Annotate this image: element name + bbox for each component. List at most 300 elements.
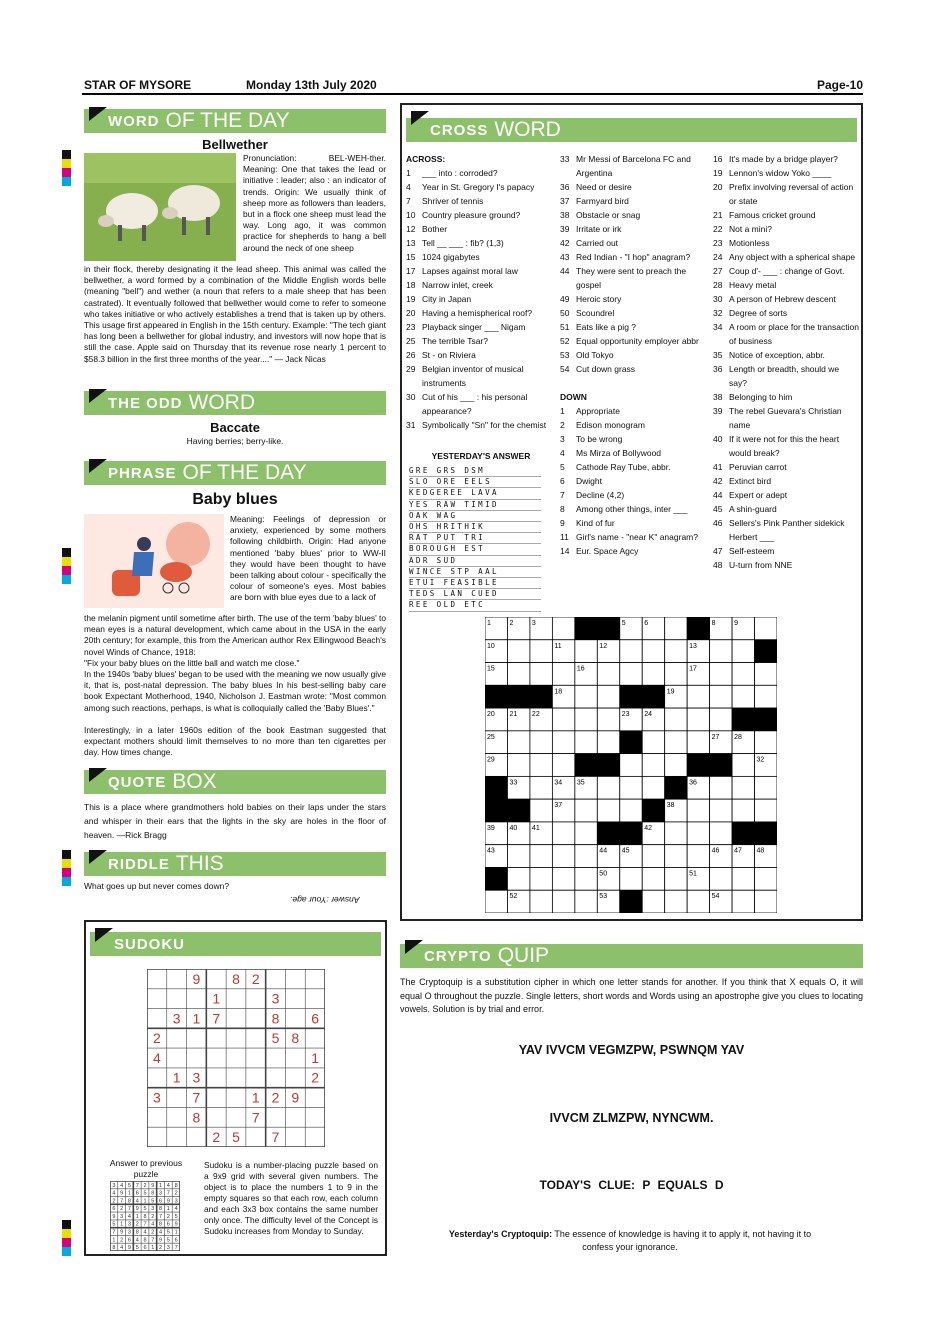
clue-item [406,166,556,180]
clue-number: 11 [560,532,569,542]
crossword-cell [687,890,709,913]
clue-text: They were sent to preach the gospel [576,266,687,290]
crossword-cell-number: 37 [554,802,563,810]
crossword-cell [732,685,754,708]
yesterday-row: WINCE STP AAL [409,567,541,578]
clue-item [560,460,710,474]
clue-item [406,334,556,348]
clue-number: 47 [713,546,723,556]
sudoku-digit: 8 [127,1198,131,1205]
sudoku-digit: 2 [166,1213,170,1220]
crossword-cell [732,754,754,777]
clue-text: St - on Riviera [422,350,476,360]
sudoku-digit: 9 [291,1089,300,1106]
clue-item [406,278,556,292]
crossword-cell-number: 48 [756,847,765,855]
riddle-answer: Answer :Your age. [290,895,360,905]
crossword-cell [575,731,597,754]
crossword-cell [732,799,754,822]
sudoku-digit: 1 [192,1010,201,1027]
cryptoquip-line-1: YAV IVVCM VEGMZPW, PSWNQM YAV [518,1043,745,1057]
sudoku-digit: 6 [143,1245,147,1251]
yesterday-row: TEDS LAN CUED [409,589,541,600]
crossword-cell-number: 14 [756,642,765,650]
clue-text: Lennon's widow Yoko ____ [729,168,832,178]
clue-text: Narrow inlet, creek [422,280,493,290]
crossword-cell [485,685,507,708]
crossword-cell-number: 20 [487,711,495,719]
clue-item [713,404,859,432]
crossword-cell [507,867,529,890]
crossword-cell [665,890,687,913]
crossword-cell-number: 26 [621,733,630,741]
sudoku-digit: 3 [166,1245,170,1251]
clue-number: 34 [713,322,723,332]
crossword-cell-number: 31 [711,756,720,764]
sudoku-digit: 4 [174,1206,178,1213]
crossword-cell [575,845,597,868]
clue-item [560,264,710,292]
clue-number: 6 [560,476,565,486]
crossword-cell-number: 51 [689,870,697,878]
crossword-cell [755,617,777,640]
crossword-cell [575,640,597,663]
crossword-cell [620,776,642,799]
header-rule [82,93,863,95]
crossword-cell [552,663,574,686]
clue-number: 33 [560,154,570,164]
crossword-cell [687,685,709,708]
crossword-cell [687,845,709,868]
clue-item [560,432,710,446]
clue-text: Famous cricket ground [729,210,816,220]
clue-item [406,208,556,222]
clue-item [560,306,710,320]
clue-item [560,348,710,362]
crossword-cell [530,731,552,754]
clue-text: Eur. Space Agcy [576,546,639,556]
crossword-cell-number: 2 [509,620,514,627]
clue-number: 7 [560,490,565,500]
sudoku-digit: 7 [212,1010,221,1027]
sudoku-digit: 2 [159,1245,163,1251]
sudoku-digit: 3 [192,1069,201,1086]
sudoku-digit: 9 [192,970,201,987]
crossword-cell-number: 53 [599,893,608,901]
sudoku-digit: 3 [112,1182,116,1189]
crossword-cell [642,845,664,868]
clue-number: 5 [560,462,565,472]
sudoku-digit: 2 [143,1182,147,1189]
sudoku-digit: 6 [127,1237,131,1244]
issue-date: Monday 13th July 2020 [246,78,377,92]
clue-text: Mr Messi of Barcelona FC and Argentina [576,154,691,178]
crossword-cell [575,890,597,913]
clue-number: 30 [406,392,416,402]
clue-text: Cut down grass [576,364,636,374]
clue-text: Extinct bird [729,476,772,486]
clue-item [713,292,859,306]
clue-text: Self-esteem [729,546,775,556]
clue-item [406,362,556,390]
clue-number: 9 [560,518,565,528]
cryptoquip-yesterday [440,1228,820,1254]
clue-number: 39 [560,224,570,234]
crossword-cell-number: 33 [509,779,518,787]
crossword-cell-number: 44 [599,847,608,855]
sudoku-grid[interactable] [147,969,325,1147]
clue-item [560,418,710,432]
crossword-cell [687,799,709,822]
clue-number: 10 [406,210,416,220]
crossword-cell-number: 29 [487,756,495,764]
crossword-cell-number: 13 [689,642,697,650]
crossword-cell [530,867,552,890]
sudoku-digit: 2 [151,1229,155,1236]
crossword-cell-number: 38 [666,802,675,810]
clue-text: Irritate or irk [576,224,622,234]
crossword-cell [507,754,529,777]
phrase-title: Baby blues [192,491,278,508]
sudoku-digit: 9 [135,1206,139,1213]
sudoku-digit: 5 [174,1213,178,1220]
clue-text: Lapses against moral law [422,266,518,276]
clue-text: The rebel Guevara's Christian name [729,406,842,430]
clue-item [713,460,859,474]
crossword-cell [485,776,507,799]
corner-marker-icon [405,940,423,954]
color-mark [62,1220,71,1256]
clue-text: Equal opportunity employer abbr [576,336,699,346]
clue-item [560,292,710,306]
crossword-cell-number: 8 [711,620,716,627]
clue-number: 44 [560,266,570,276]
clue-item [713,558,859,572]
clue-item [406,236,556,250]
crossword-cell-number: 7 [689,620,694,627]
crossword-cell [710,708,732,731]
sudoku-digit: 7 [143,1221,147,1228]
crossword-cell [710,776,732,799]
crossword-cell [620,822,642,845]
clue-item [560,488,710,502]
crossword-cell [710,663,732,686]
clue-number: 36 [560,182,570,192]
sudoku-digit: 3 [152,1089,161,1106]
quote-band: QUOTE BOX [84,770,386,794]
clue-number: 4 [560,448,565,458]
crossword-cell [485,890,507,913]
sudoku-digit: 2 [311,1069,320,1086]
yesterday-row: ETUI FEASIBLE [409,578,541,589]
clue-text: Among other things, inter ___ [576,504,688,514]
clue-text: City in Japan [422,294,472,304]
crossword-cell [575,799,597,822]
clue-text: Cathode Ray Tube, abbr. [576,462,671,472]
sudoku-digit: 3 [151,1206,155,1213]
crossword-cell [732,822,754,845]
sudoku-digit: 7 [271,1129,280,1146]
clue-item [713,250,859,264]
down-heading: DOWN [560,392,587,402]
sudoku-digit: 8 [174,1182,178,1189]
crossword-cell-number: 19 [666,688,675,696]
clue-item [713,348,859,362]
crossword-cell-number: 49 [487,870,495,878]
clue-number: 49 [560,294,570,304]
sudoku-digit: 3 [127,1221,131,1228]
crossword-cell-number: 39 [487,824,495,832]
crossword-cell [530,776,552,799]
crossword-cell [597,685,619,708]
sudoku-digit: 3 [159,1190,163,1197]
crossword-cell [755,799,777,822]
crossword-cell [642,663,664,686]
crossword-cell [755,685,777,708]
corner-marker-icon [89,768,107,782]
quote-text: This is a place where grandmothers hold babies on their laps under the stars and whisper in their ears that the lights in the sky are holes in the floor of heaven. —Rick Bragg [84,802,386,840]
clue-text: A room or place for the transaction of business [729,322,859,346]
clue-text: Girl's name - "near K" anagram? [576,532,698,542]
clue-item [406,222,556,236]
sudoku-digit: 1 [143,1198,147,1205]
sudoku-digit: 6 [311,1010,320,1027]
clue-text: Peruvian carrot [729,462,787,472]
crossword-cell [620,640,642,663]
sudoku-digit: 1 [251,1089,260,1106]
sudoku-digit: 4 [112,1190,116,1197]
clue-item [560,152,710,180]
color-mark [62,150,71,186]
crossword-cell-number: 17 [689,665,697,673]
sudoku-digit: 5 [112,1221,116,1228]
yesterday-text: The essence of knowledge is having it to apply it, not having it to confess your ignorance. [554,1229,812,1252]
clue-item [560,320,710,334]
crossword-cell [530,754,552,777]
clue-number: 24 [713,252,723,262]
crossword-cell [507,663,529,686]
clue-number: 42 [560,238,570,248]
clue-text: Old Tokyo [576,350,614,360]
cryptoquip-line-2: IVVCM ZLMZPW, NYNCWM. [549,1111,714,1125]
clue-text: It's made by a bridge player? [729,154,838,164]
yesterday-row: GRE GRS DSM [409,466,541,477]
clue-text: Heroic story [576,294,622,304]
clue-item [713,362,859,390]
page-number: Page-10 [816,78,863,92]
sudoku-digit: 5 [127,1182,131,1189]
crossword-cell [642,799,664,822]
clue-text: The terrible Tsar? [422,336,488,346]
crossword-cell [687,754,709,777]
clue-text: Sellers's Pink Panther sidekick Herbert ___ [729,518,845,542]
yesterday-row: BOROUGH EST [409,544,541,555]
crossword-cell-number: 41 [531,824,540,832]
sudoku-digit: 1 [135,1213,139,1220]
clue-item [713,236,859,250]
clue-item [560,502,710,516]
crossword-cell [665,754,687,777]
odd-word-band: THE ODD WORD [84,391,386,415]
yesterday-row: SLO ORE EELS [409,477,541,488]
crossword-cell [597,776,619,799]
sudoku-digit: 4 [127,1213,131,1220]
sudoku-digit: 2 [212,1129,221,1146]
yesterday-row: KEDGEREE LAVA [409,488,541,499]
sudoku-digit: 2 [151,1213,155,1220]
crossword-cell-number: 34 [554,779,563,787]
clue-text: Coup d'- ___ : change of Govt. [729,266,845,276]
clue-item [560,180,710,194]
clue-number: 45 [713,504,723,514]
sudoku-digit: 5 [143,1206,147,1213]
color-mark [62,850,71,886]
clue-number: 19 [406,294,416,304]
sudoku-digit: 6 [112,1206,116,1213]
clue-item [560,446,710,460]
clue-number: 42 [713,476,723,486]
sudoku-digit: 8 [151,1190,155,1197]
clue-number: 12 [406,224,416,234]
clue-item [560,544,710,558]
clue-number: 36 [713,364,723,374]
crossword-cell [530,685,552,708]
crossword-cell [732,663,754,686]
crossword-cell [620,754,642,777]
crossword-cell [507,731,529,754]
clue-text: ___ into : corroded? [422,168,498,178]
crossword-cell-number: 12 [599,642,608,650]
clue-item [713,180,859,208]
clue-number: 25 [406,336,416,346]
crossword-cell [732,867,754,890]
clue-number: 28 [713,280,723,290]
clue-text: 1024 gigabytes [422,252,480,262]
crossword-cell-number: 35 [576,779,585,787]
sudoku-digit: 9 [120,1229,124,1236]
crossword-cell-number: 22 [531,711,540,719]
clue-number: 41 [713,462,723,472]
crossword-cell [710,799,732,822]
crossword-cell-number: 15 [487,665,495,673]
yesterday-answer-title: YESTERDAY'S ANSWER [431,451,531,461]
clue-item [713,488,859,502]
sudoku-digit: 2 [120,1206,124,1213]
clue-item [406,390,556,418]
crossword-cell [552,822,574,845]
crossword-cell [507,640,529,663]
yesterday-row: OHS HRITHIK [409,522,541,533]
clue-number: 20 [406,308,416,318]
crossword-cell [710,822,732,845]
sudoku-digit: 4 [159,1229,163,1236]
crossword-cell [642,867,664,890]
clues-column-3 [713,152,859,572]
crossword-cell-number: 3 [531,620,536,627]
crossword-cell [732,776,754,799]
sudoku-digit: 5 [166,1237,170,1244]
crossword-cell [687,708,709,731]
cryptoquip-intro: The Cryptoquip is a substitution cipher in which one letter stands for another. If you think that X equals O, it will equal O throughout the puzzle. Single letters, short words and Words using an apostrophe give you clues to locating vowels. Solution is by trial and error. [400,977,863,1014]
crossword-cell-number: 36 [689,779,697,787]
clue-text: Symbolically "Sn" for the chemist [422,420,547,430]
cryptoquip-clue: TODAY'S CLUE: P EQUALS D [539,1178,724,1192]
sudoku-digit: 2 [271,1089,280,1106]
crossword-cell-number: 30 [599,756,608,764]
crossword-cell-number: 1 [487,620,491,627]
sudoku-digit: 6 [159,1198,163,1205]
crossword-cell [507,799,529,822]
word-of-day-text-2: in their flock, thereby designating it the lead sheep. This animal was called the bellwether, a word formed by a combination of the Middle English words belle (meaning "bell") and wether (a noun that refers to a male sheep that has been castrated). It eventually followed that bellwether would come to refer to someone who takes initiative or who actively establishes a trend that is taken up by others. This usage first appeared in English in the 15th century. Example: "The tech giant has long been a bellwether for global industry, and investors will now hope that is still the case. Apple said on Thursday that its revenue rose nearly 1 percent to $58.3 billion in the first three months of the year...." — Jack Nicas [84,264,386,364]
clue-text: Motionless [729,238,770,248]
crossword-cell [642,685,664,708]
crossword-cell [552,890,574,913]
sudoku-digit: 8 [192,1109,201,1126]
yesterday-label: Yesterday's Cryptoquip: [448,1229,553,1239]
sudoku-digit: 7 [174,1245,178,1251]
sudoku-digit: 9 [120,1190,124,1197]
sudoku-digit: 7 [135,1182,139,1189]
sudoku-digit: 1 [311,1049,320,1066]
color-mark [62,548,71,584]
sudoku-digit: 8 [143,1213,147,1220]
crossword-cell-number: 54 [711,893,720,901]
clue-text: Cut of his ___ : his personal appearance? [422,392,528,416]
clue-text: Red Indian - "I hop" anagram? [576,252,691,262]
crossword-cell-number: 10 [487,642,495,650]
corner-marker-icon [95,928,113,942]
crossword-cell [755,663,777,686]
crossword-band: CROSS WORD [406,118,857,142]
sudoku-digit: 2 [112,1198,116,1205]
corner-marker-icon [89,389,107,403]
sudoku-digit: 6 [174,1237,178,1244]
clue-number: 20 [713,182,723,192]
sudoku-digit: 7 [127,1206,131,1213]
sudoku-digit: 5 [143,1190,147,1197]
clue-text: Eats like a pig ? [576,322,637,332]
sudoku-digit: 8 [159,1206,163,1213]
clue-text: Length or breadth, should we say? [729,364,840,388]
sudoku-digit: 9 [151,1182,155,1189]
clue-number: 43 [560,252,570,262]
crossword-cell [597,708,619,731]
crossword-cell-number: 6 [644,620,649,627]
clue-text: U-turn from NNE [729,560,793,570]
sudoku-digit: 1 [174,1229,178,1236]
crossword-cell-number: 23 [621,711,630,719]
crossword-cell-number: 25 [487,733,495,741]
sudoku-digit: 5 [135,1245,139,1251]
clue-item [713,208,859,222]
corner-marker-icon [89,107,107,121]
clue-text: Any object with a spherical shape [729,252,856,262]
clue-text: Belgian inventor of musical instruments [422,364,524,388]
clue-text: Edison monogram [576,420,645,430]
clue-number: 35 [713,350,723,360]
crossword-cell [732,640,754,663]
clue-number: 38 [560,210,570,220]
clue-text: Carried out [576,238,619,248]
crossword-cell [530,799,552,822]
clue-text: Having a hemispherical roof? [422,308,533,318]
clue-item [406,320,556,334]
sudoku-digit: 5 [232,1129,240,1146]
clue-number: 29 [406,364,416,374]
odd-word-title: Baccate [210,420,260,435]
crossword-cell-number: 43 [487,847,495,855]
yesterday-row: YES RAW TIMID [409,500,541,511]
